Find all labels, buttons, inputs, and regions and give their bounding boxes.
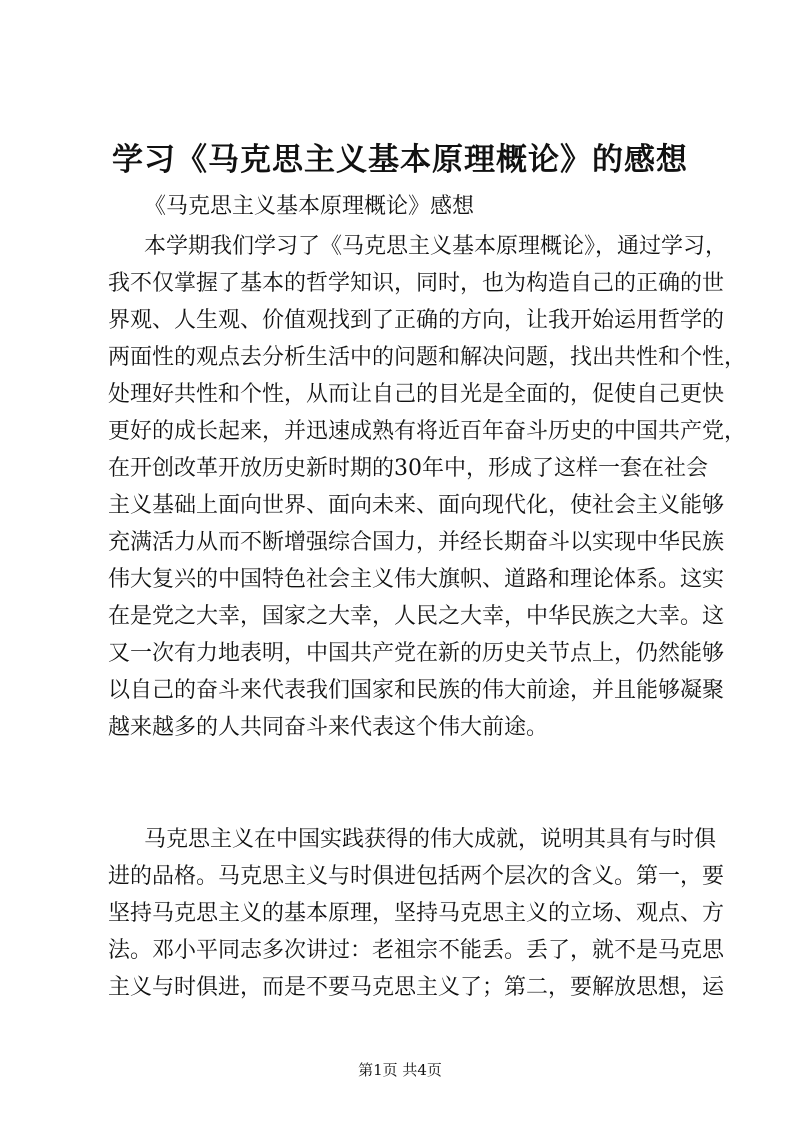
paragraph-1-line-7: 在开创改革开放历史新时期的30年中，形成了这样一套在社会 bbox=[108, 456, 708, 481]
document-subtitle bbox=[108, 188, 708, 225]
paragraph-1-line-3: 界观、人生观、价值观找到了正确的方向，让我开始运用哲学的 bbox=[108, 308, 725, 333]
paragraph-1-line-11: 在是党之大幸，国家之大幸，人民之大幸，中华民族之大幸。这 bbox=[108, 604, 725, 629]
paragraph-1-line-10: 伟大复兴的中国特色社会主义伟大旗帜、道路和理论体系。这实 bbox=[108, 567, 725, 592]
paragraph-1-line-9: 充满活力从而不断增强综合国力，并经长期奋斗以实现中华民族 bbox=[108, 530, 725, 555]
paragraph-1-line-6: 更好的成长起来，并迅速成熟有将近百年奋斗历史的中国共产党， bbox=[108, 419, 747, 444]
paragraph-2-line-5: 主义与时俱进，而是不要马克思主义了；第二，要解放思想，运 bbox=[108, 975, 725, 1000]
paragraph-1-line-4: 两面性的观点去分析生活中的问题和解决问题，找出共性和个性， bbox=[108, 345, 747, 370]
paragraph-1-line-13: 以自己的奋斗来代表我们国家和民族的伟大前途，并且能够凝聚 bbox=[108, 678, 725, 703]
paragraph-2 bbox=[108, 821, 725, 1006]
paragraph-2-line-3: 坚持马克思主义的基本原理，坚持马克思主义的立场、观点、方 bbox=[108, 901, 725, 926]
paragraph-1-line-12: 又一次有力地表明，中国共产党在新的历史关节点上，仍然能够 bbox=[108, 641, 725, 666]
paragraph-1 bbox=[108, 228, 747, 746]
paragraph-2-line-2: 进的品格。马克思主义与时俱进包括两个层次的含义。第一，要 bbox=[108, 864, 725, 889]
paragraph-2-line-1: 马克思主义在中国实践获得的伟大成就，说明其具有与时俱 bbox=[144, 827, 717, 852]
subtitle-line: 《马克思主义基本原理概论》感想 bbox=[144, 194, 475, 219]
paragraph-1-line-2: 我不仅掌握了基本的哲学知识，同时，也为构造自己的正确的世 bbox=[108, 271, 725, 296]
document-title: 学习《马克思主义基本原理概论》的感想 bbox=[112, 142, 688, 178]
paragraph-2-line-4: 法。邓小平同志多次讲过：老祖宗不能丢。丢了，就不是马克思 bbox=[108, 938, 725, 963]
paragraph-1-line-1: 本学期我们学习了《马克思主义基本原理概论》，通过学习， bbox=[144, 234, 728, 259]
paragraph-1-line-8: 主义基础上面向世界、面向未来、面向现代化，使社会主义能够 bbox=[108, 493, 725, 518]
page-footer: 第1页 共4页 bbox=[358, 1061, 442, 1079]
paragraph-1-line-14: 越来越多的人共同奋斗来代表这个伟大前途。 bbox=[108, 715, 549, 740]
paragraph-1-line-5: 处理好共性和个性，从而让自己的目光是全面的，促使自己更快 bbox=[108, 382, 725, 407]
